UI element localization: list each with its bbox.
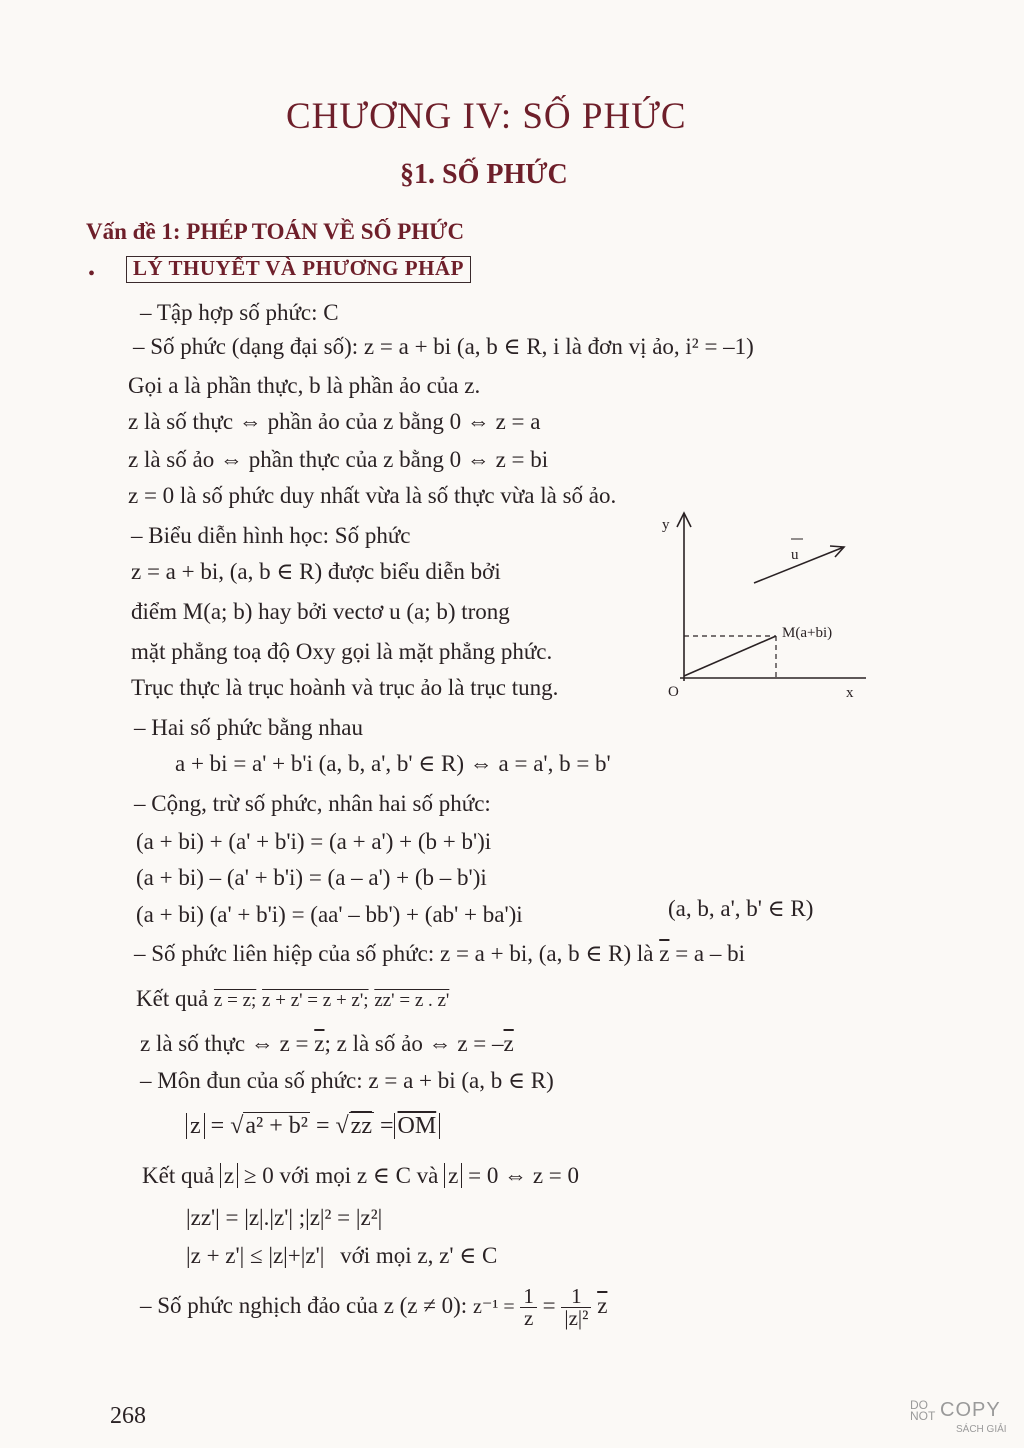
modulus-eq-3: = [379,1113,394,1139]
theory-heading: LÝ THUYẾT VÀ PHƯƠNG PHÁP [126,256,471,283]
line-equal: – Hai số phức bằng nhau [134,715,364,740]
line-modulus-result [142,1164,579,1187]
watermark-brand: SÁCH GIẢI [956,1424,1007,1435]
real-imag-z-bar: $\overline{z}$ [314,1031,325,1056]
watermark-copy: COPY [940,1399,1001,1421]
om-vector-line [684,636,776,676]
line-modulus-prop-2 [186,1244,497,1267]
line-inverse [140,1286,607,1329]
bullet-icon: • [88,263,96,285]
line-algebraic: – Số phức (dạng đại số): z = a + bi (a, b ∈ R, i là đơn vị ảo, i² = –1) [133,334,754,359]
line-modulus-heading: – Môn đun của số phức: z = a + bi (a, b ∈ R) [140,1068,554,1093]
modulus-eq-1: = [210,1113,225,1139]
section-title: §1. SỐ PHỨC [400,159,568,190]
line-zero: z = 0 là số phức duy nhất vừa là số thực vừa là số ảo. [128,483,617,508]
conjugate-value: = a – bi [675,941,746,966]
line-geom-1: – Biểu diễn hình học: Số phức [131,523,411,548]
triangle-inequality: |z + z'| ≤ |z|+|z'| [186,1243,325,1268]
inverse-eq: = [542,1292,556,1318]
inverse-fraction-1 [520,1286,537,1329]
y-axis-label: y [662,517,670,533]
point-m-label: M(a+bi) [782,625,833,641]
inverse-den-1: z [524,1306,534,1330]
line-real-imag-conj [140,1032,514,1055]
line-parts: Gọi a là phần thực, b là phần ảo của z. [128,373,481,398]
modulus-abs-z: z [186,1113,205,1139]
line-geom-5: Trục thực là trục hoành và trục ảo là trục tung. [131,675,559,700]
line-conjugate-results [136,987,449,1010]
page-number: 268 [110,1403,146,1429]
line-ops: – Cộng, trừ số phức, nhân hai số phức: [134,791,491,816]
mod-result-text: ≥ 0 với mọi z ∈ C và [243,1163,439,1188]
inverse-fraction-2 [561,1286,591,1329]
line-mul-condition: (a, b, a', b' ∈ R) [668,896,814,921]
modulus-formula [186,1114,440,1138]
inverse-den-2: |z|² [564,1306,589,1330]
conj-result-label: Kết quả [136,986,209,1011]
line-real: z là số thực ⇔ phần ảo của z bằng 0 ⇔ z = a [128,409,541,434]
conjugate-z: $\overline{z}$ [659,941,670,966]
mod-result-end: = 0 ⇔ z = 0 [468,1163,580,1188]
line-geom-3: điểm M(a; b) hay bởi vectơ u (a; b) trong [131,599,510,624]
real-imag-z-bar-2: $\overline{z}$ [503,1031,514,1056]
line-set: – Tập hợp số phức: C [140,300,339,325]
modulus-sqrt-1: a² + b² [245,1113,308,1139]
line-add: (a + bi) + (a' + b'i) = (a + a') + (b + b')i [136,829,492,854]
real-imag-text-a: z là số thực ⇔ z = [140,1031,309,1056]
inverse-text: – Số phức nghịch đảo của z (z ≠ 0): [140,1292,468,1318]
modulus-om: $\overline{OM}$ [394,1113,441,1139]
line-geom-2: z = a + bi, (a, b ∈ R) được biểu diễn bởi [131,559,501,584]
inverse-lhs: z⁻¹ = [472,1295,515,1318]
sqrt-icon-2: √ [335,1113,349,1139]
complex-plane-diagram [640,505,880,705]
line-equal-formula: a + bi = a' + b'i (a, b, a', b' ∈ R) ⇔ a = a', b = b' [175,751,611,776]
mod-result-abs-z: z [220,1163,238,1188]
watermark-logo [906,1398,1010,1440]
line-mul: (a + bi) (a' + b'i) = (aa' – bb') + (ab' + ba')i [136,902,523,927]
line-imag: z là số ảo ⇔ phần thực của z bằng 0 ⇔ z = bi [128,447,549,472]
x-axis-label: x [846,685,854,701]
inverse-num-1: 1 [520,1286,537,1308]
line-sub: (a + bi) – (a' + b'i) = (a – a') + (b – b')i [136,865,487,890]
modulus-sqrt-2: zz [350,1113,372,1139]
line-conjugate [134,942,745,965]
sqrt-icon: √ [230,1113,244,1139]
triangle-inequality-cond: với mọi z, z' ∈ C [340,1243,498,1268]
conjugate-text: – Số phức liên hiệp của số phức: z = a + bi, (a, b ∈ R) là [134,941,654,966]
inverse-z-bar: $\overline{z}$ [597,1292,608,1318]
line-geom-4: mặt phẳng toạ độ Oxy gọi là mặt phẳng phức. [131,639,553,664]
vector-u-line [754,547,844,583]
watermark-do-not: DO NOT [910,1398,936,1423]
line-modulus-prop-1: |zz'| = |z|.|z'| ;|z|² = |z²| [186,1205,383,1230]
mod-result-abs-z-2: z [444,1163,462,1188]
conj-result-2: z + z' = z + z'; [262,990,369,1011]
chapter-title: CHƯƠNG IV: SỐ PHỨC [286,96,687,137]
vector-u-label: u [791,547,799,563]
issue-title: Vấn đề 1: PHÉP TOÁN VỀ SỐ PHỨC [86,219,465,244]
conj-result-1: z = z; [213,990,257,1011]
inverse-num-2: 1 [561,1286,591,1308]
origin-label: O [668,684,679,700]
modulus-eq-2: = [315,1113,330,1139]
mod-result-label: Kết quả [142,1163,215,1188]
conj-result-3: zz' = z . z' [374,990,450,1011]
real-imag-text-b: ; z là số ảo ⇔ z = – [324,1031,504,1056]
